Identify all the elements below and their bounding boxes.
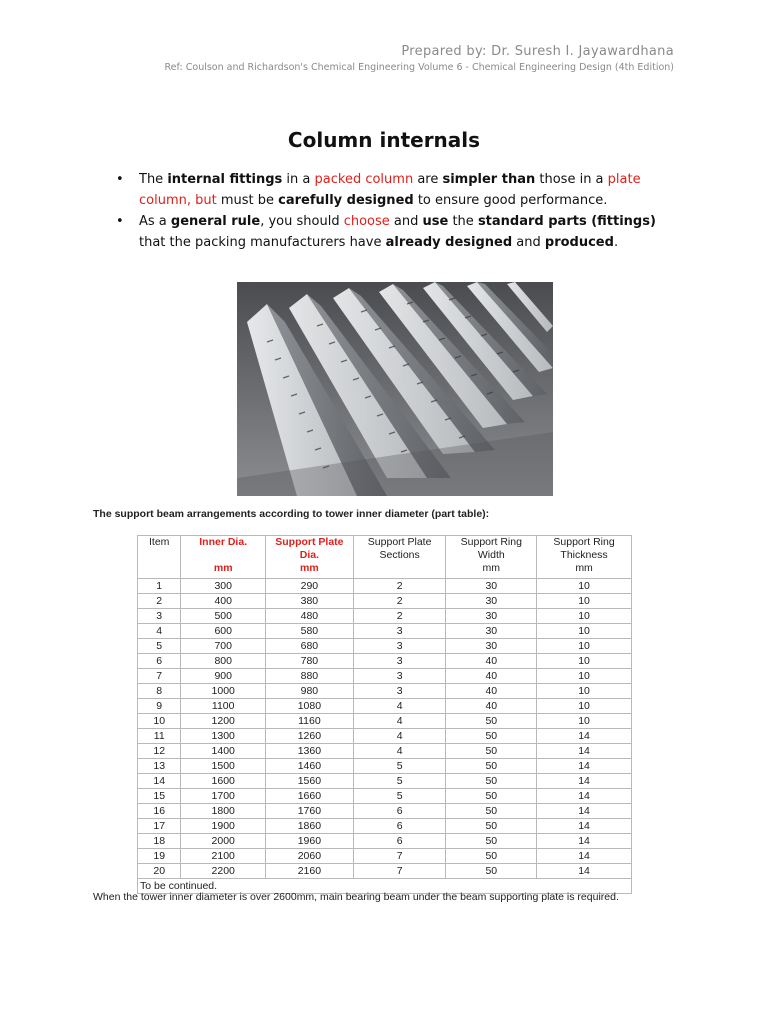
table-cell: 5 [138,639,181,654]
table-cell: 2 [353,579,446,594]
author-line: Prepared by: Dr. Suresh I. Jayawardhana [401,44,674,59]
table-cell: 30 [446,609,537,624]
table-cell: 50 [446,849,537,864]
table-cell: 700 [181,639,266,654]
table-cell: 18 [138,834,181,849]
header-line [181,549,265,562]
bullet-text-segment: The [139,172,168,187]
table-row [138,804,632,819]
table-row [138,744,632,759]
table-header-row [138,536,632,579]
table-row [138,579,632,594]
bullet-text-segment: and [512,235,545,250]
bullet-text-segment: in a [282,172,315,187]
bullet-text-segment: are [413,172,443,187]
header-line: Item [149,536,170,548]
table-cell: 680 [265,639,353,654]
footnote: When the tower inner diameter is over 2600mm, main bearing beam under the beam supporting plate is required. [93,891,619,903]
header-line [354,562,446,575]
table-cell: 14 [537,759,632,774]
table-cell: 40 [446,684,537,699]
bullet-text-segment: to ensure good performance. [413,193,608,208]
table-cell: 10 [537,669,632,684]
table-cell: 3 [353,624,446,639]
table-cell: 1360 [265,744,353,759]
header-line: Support Ring [553,536,615,548]
table-cell: 16 [138,804,181,819]
table-row [138,834,632,849]
table-cell: 1900 [181,819,266,834]
table-cell: 50 [446,834,537,849]
table-row [138,774,632,789]
table-cell: 6 [353,819,446,834]
bullet-text-segment: plate column, [139,172,641,208]
table-row [138,609,632,624]
bullet-item [116,211,676,253]
table-cell: 4 [353,729,446,744]
table-cell: 10 [537,639,632,654]
header-line: Dia. [299,549,319,561]
table-cell: 14 [138,774,181,789]
bullet-text-segment: that the packing manufacturers have [139,235,386,250]
table-cell: 1000 [181,684,266,699]
table-cell: 50 [446,759,537,774]
bullet-text-segment: general rule [170,214,261,229]
table-cell: 6 [353,834,446,849]
table-cell: 2 [353,594,446,609]
table-cell: 7 [353,864,446,879]
table-cell: 2000 [181,834,266,849]
header-line: mm [300,562,319,574]
table-cell: 290 [265,579,353,594]
bullet-text-segment: packed column [314,172,414,187]
support-beam-illustration [237,282,553,496]
table-cell: 300 [181,579,266,594]
table-cell: 1560 [265,774,353,789]
support-beam-table [137,535,632,894]
table-cell: 40 [446,699,537,714]
table-cell: 6 [353,804,446,819]
table-cell: 3 [353,684,446,699]
table-cell: 5 [353,789,446,804]
table-cell: 2100 [181,849,266,864]
table-cell: 3 [353,654,446,669]
table-row [138,714,632,729]
table-cell: 30 [446,639,537,654]
table-cell: 580 [265,624,353,639]
table-cell: 14 [537,729,632,744]
bullet-text-segment: standard parts (fittings) [477,214,656,229]
bullet-text-segment: and [389,214,423,229]
table-cell: 10 [537,579,632,594]
table-cell: 1600 [181,774,266,789]
table-cell: 2 [353,609,446,624]
table-cell: 7 [138,669,181,684]
table-cell: 5 [353,759,446,774]
reference-line: Ref: Coulson and Richardson's Chemical Engineering Volume 6 - Chemical Engineering Design (4th Edition) [164,62,674,73]
header-line: Sections [379,549,420,561]
table-cell: 10 [537,714,632,729]
table-cell: 10 [537,699,632,714]
header-line [138,549,180,562]
table-row [138,789,632,804]
header-line: Support Plate [275,536,344,548]
support-beam-photo [237,282,553,496]
table-cell: 1260 [265,729,353,744]
header-line: Inner Dia. [199,536,248,548]
table-row [138,864,632,879]
table-cell: 900 [181,669,266,684]
table-cell: 30 [446,579,537,594]
table-cell: 380 [265,594,353,609]
bullet-dot-icon: • [116,214,124,229]
table-cell: 1200 [181,714,266,729]
table-row [138,759,632,774]
table-cell: 880 [265,669,353,684]
header-line [138,562,180,575]
table-cell: 1080 [265,699,353,714]
table-cell: 5 [353,774,446,789]
table-cell: 10 [537,654,632,669]
table-cell: 20 [138,864,181,879]
table-header-cell [138,536,181,579]
table-cell: 13 [138,759,181,774]
table-row [138,624,632,639]
table-cell: 14 [537,804,632,819]
bullet-text-segment: use [422,214,449,229]
header-line: Support Ring [460,536,522,548]
table-cell: 1460 [265,759,353,774]
table-cell: 800 [181,654,266,669]
table-cell: 4 [353,714,446,729]
table-cell: 2160 [265,864,353,879]
table-cell: 10 [537,609,632,624]
table-cell: 9 [138,699,181,714]
table-cell: 50 [446,819,537,834]
table-cell: 1660 [265,789,353,804]
bullet-text-segment: the [448,214,478,229]
bullet-text-segment: carefully designed [278,193,414,208]
table-cell: 14 [537,789,632,804]
bullet-text-segment: produced [544,235,614,250]
table-cell: 7 [353,849,446,864]
table-cell: 10 [537,624,632,639]
table-cell: 50 [446,729,537,744]
table-row [138,699,632,714]
table-cell: 40 [446,654,537,669]
table-cell: 4 [353,744,446,759]
header-line: mm [482,562,501,574]
table-cell: 480 [265,609,353,624]
table-cell: 1 [138,579,181,594]
table-cell: 1160 [265,714,353,729]
header-line: Support Plate [367,536,432,548]
table-cell: 1860 [265,819,353,834]
bullet-dot-icon: • [116,172,124,187]
table-cell: 50 [446,864,537,879]
table-cell: 8 [138,684,181,699]
table-cell: 1960 [265,834,353,849]
table-cell: 17 [138,819,181,834]
table-cell: 600 [181,624,266,639]
header-line: mm [213,562,233,574]
table-cell: 14 [537,819,632,834]
table-cell: 30 [446,624,537,639]
table-cell: 15 [138,789,181,804]
table-cell: 14 [537,864,632,879]
table-cell: 14 [537,774,632,789]
bullet-text-segment: . [613,235,619,250]
bullet-text-segment: but [195,193,217,208]
table-row [138,639,632,654]
table-cell: 2060 [265,849,353,864]
table-cell: 3 [353,669,446,684]
bullet-text-segment: As a [139,214,171,229]
header-line: Thickness [560,549,608,561]
table-cell: 4 [353,699,446,714]
table-cell: 1800 [181,804,266,819]
table-header-cell [446,536,537,579]
page-title: Column internals [287,128,481,152]
bullet-list [116,169,676,253]
table-cell: 50 [446,774,537,789]
table-cell: 980 [265,684,353,699]
bullet-text-segment: must be [216,193,279,208]
table-cell: 3 [353,639,446,654]
table-row [138,594,632,609]
bullet-text-segment: choose [343,214,390,229]
table-cell: 50 [446,714,537,729]
table-row [138,849,632,864]
table-cell: 40 [446,669,537,684]
table-cell: 2200 [181,864,266,879]
table-cell: 50 [446,789,537,804]
table-cell: 1760 [265,804,353,819]
table-cell: 1400 [181,744,266,759]
table-row [138,819,632,834]
table-cell: 10 [537,594,632,609]
table-cell: 14 [537,849,632,864]
table-cell: 400 [181,594,266,609]
table-cell: 10 [138,714,181,729]
table-row [138,729,632,744]
table-cell: 2 [138,594,181,609]
table-header-cell [537,536,632,579]
table-cell: 4 [138,624,181,639]
bullet-text-segment: simpler than [442,172,536,187]
table-header-cell [181,536,266,579]
bullet-text-segment: already designed [385,235,513,250]
table-cell: 500 [181,609,266,624]
table-cell: 19 [138,849,181,864]
table-cell: 11 [138,729,181,744]
table-header-cell [353,536,446,579]
table-row [138,654,632,669]
bullet-text-segment: those in a [535,172,608,187]
table-cell: 30 [446,594,537,609]
table-cell: 1100 [181,699,266,714]
bullet-text-segment: , you should [260,214,344,229]
table-row [138,669,632,684]
table-cell: 50 [446,744,537,759]
table-cell: 50 [446,804,537,819]
table-continued-note: To be continued. [138,879,632,894]
table-row [138,684,632,699]
header-line: Width [477,549,505,561]
table-cell: 1300 [181,729,266,744]
bullet-item [116,169,676,211]
bullet-text-segment: internal fittings [167,172,283,187]
table-cell: 1700 [181,789,266,804]
table-cell: 3 [138,609,181,624]
table-cell: 6 [138,654,181,669]
header-line: mm [575,562,593,574]
table-cell: 12 [138,744,181,759]
table-caption: The support beam arrangements according to tower inner diameter (part table): [93,508,490,520]
table-cell: 1500 [181,759,266,774]
table-cell: 14 [537,744,632,759]
table-header-cell [265,536,353,579]
table-cell: 10 [537,684,632,699]
table-cell: 780 [265,654,353,669]
table-cell: 14 [537,834,632,849]
table-body [138,579,632,894]
